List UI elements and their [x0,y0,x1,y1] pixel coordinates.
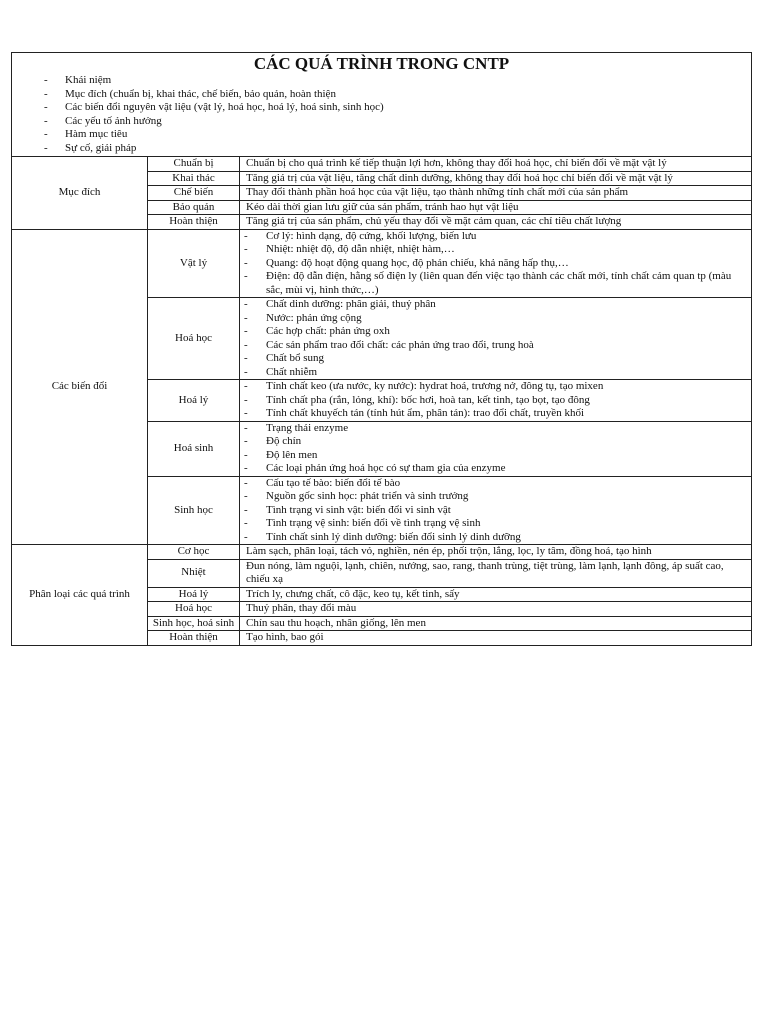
list-item: - Chất nhiễm [244,366,747,380]
row-label: Khai thác [148,171,240,186]
list-item: - Tính chất sinh lý dinh dưỡng: biến đổi sinh lý dinh dưỡng [244,531,747,545]
row-label: Hoá lý [148,587,240,602]
list-item: - Tình trạng vi sinh vật: biến đổi vi sinh vật [244,504,747,518]
group-label-bien-doi: Các biến đổi [12,229,148,545]
intro-item: - Mục đích (chuẩn bị, khai thác, chế biến, bảo quản, hoàn thiện [16,88,747,102]
table-row [12,545,752,560]
row-description: Trích ly, chưng chất, cô đặc, keo tụ, kết tinh, sấy [240,587,752,602]
row-label: Chế biến [148,186,240,201]
row-label: Hoá học [148,602,240,617]
row-label: Cơ học [148,545,240,560]
document-title: CÁC QUÁ TRÌNH TRONG CNTP [253,54,510,73]
row-description: Thay đổi thành phần hoá học của vật liệu, tạo thành những tính chất mới của sản phẩm [240,186,752,201]
row-label: Hoàn thiện [148,215,240,230]
table-row [12,157,752,172]
row-label: Hoá sinh [148,421,240,476]
row-description [240,380,752,422]
header-cell [12,53,752,157]
row-label: Sinh học, hoá sinh [148,616,240,631]
row-description [240,476,752,545]
row-description [240,298,752,380]
intro-list [16,74,747,156]
row-description: Tăng giá trị của vật liệu, tăng chất dinh dưỡng, không thay đổi hoá học chỉ biến đổi về mặt vật lý [240,171,752,186]
row-label: Hoàn thiện [148,631,240,646]
group-label-phan-loai: Phân loại các quá trình [12,545,148,646]
process-table [11,52,752,646]
intro-item: - Hàm mục tiêu [16,128,747,142]
list-item: - Quang: độ hoạt động quang học, độ phản chiếu, khả năng hấp thụ,… [244,257,747,271]
bullet-list [244,422,747,476]
row-description: Chín sau thu hoạch, nhân giống, lên men [240,616,752,631]
document [11,52,751,646]
list-item: - Điện: độ dẫn điện, hằng số điện ly (liên quan đến việc tạo thành các chất mới, tính chất cảm quan tp (màu sắc, mùi vị, hình thức,…) [244,270,747,297]
row-description: Chuẩn bị cho quá trình kế tiếp thuận lợi hơn, không thay đổi hoá học, chỉ biến đổi về mặt vật lý [240,157,752,172]
row-description [240,421,752,476]
row-description: Đun nóng, làm nguội, lạnh, chiên, nướng, sao, rang, thanh trùng, tiệt trùng, làm lạnh, lạnh đông, áp suất cao, chiếu xạ [240,559,752,587]
list-item: - Tính chất pha (rắn, lỏng, khí): bốc hơi, hoà tan, kết tinh, tạo bọt, tạo đông [244,394,747,408]
intro-item: - Các yếu tố ảnh hưởng [16,115,747,129]
list-item: - Nước: phản ứng cộng [244,312,747,326]
list-item: - Các sản phẩm trao đổi chất: các phản ứng trao đổi, trung hoà [244,339,747,353]
list-item: - Độ chín [244,435,747,449]
intro-item: - Khái niệm [16,74,747,88]
row-label: Hoá lý [148,380,240,422]
row-label: Nhiệt [148,559,240,587]
list-item: - Trạng thái enzyme [244,422,747,436]
list-item: - Cấu tạo tế bào: biến đổi tế bào [244,477,747,491]
table-row [12,229,752,298]
row-label: Chuẩn bị [148,157,240,172]
row-description: Tăng giá trị của sản phẩm, chủ yếu thay đổi về mặt cảm quan, các chỉ tiêu chất lượng [240,215,752,230]
list-item: - Tính chất keo (ưa nước, ky nước): hydrat hoá, trương nở, đông tụ, tạo mixen [244,380,747,394]
row-description: Làm sạch, phân loại, tách vỏ, nghiền, nén ép, phối trộn, lắng, lọc, ly tâm, đồng hoá, tạo hình [240,545,752,560]
list-item: - Các loại phản ứng hoá học có sự tham gia của enzyme [244,462,747,476]
header-row [12,53,752,157]
row-description: Tạo hình, bao gói [240,631,752,646]
bullet-list [244,298,747,379]
intro-item: - Các biến đổi nguyên vật liệu (vật lý, hoá học, hoá lý, hoá sinh, sinh học) [16,101,747,115]
row-label: Bảo quản [148,200,240,215]
list-item: - Nguồn gốc sinh học: phát triển và sinh trưởng [244,490,747,504]
list-item: - Tính chất khuyếch tán (tính hút ẩm, phân tán): trao đổi chất, truyền khối [244,407,747,421]
list-item: - Chất dinh dưỡng: phân giải, thuỷ phân [244,298,747,312]
list-item: - Độ lên men [244,449,747,463]
group-label-muc-dich: Mục đích [12,157,148,230]
row-label: Vật lý [148,229,240,298]
row-description: Thuỷ phân, thay đổi màu [240,602,752,617]
row-description: Kéo dài thời gian lưu giữ của sản phẩm, tránh hao hụt vật liệu [240,200,752,215]
list-item: - Chất bổ sung [244,352,747,366]
intro-item: - Sự cố, giải pháp [16,142,747,156]
list-item: - Nhiệt: nhiệt độ, độ dẫn nhiệt, nhiệt hàm,… [244,243,747,257]
row-label: Hoá học [148,298,240,380]
bullet-list [244,477,747,545]
row-description [240,229,752,298]
bullet-list [244,230,747,298]
row-label: Sinh học [148,476,240,545]
list-item: - Các hợp chất: phản ứng oxh [244,325,747,339]
list-item: - Tình trạng vệ sinh: biến đổi về tình trạng vệ sinh [244,517,747,531]
list-item: - Cơ lý: hình dạng, độ cứng, khối lượng, biến lưu [244,230,747,244]
bullet-list [244,380,747,421]
